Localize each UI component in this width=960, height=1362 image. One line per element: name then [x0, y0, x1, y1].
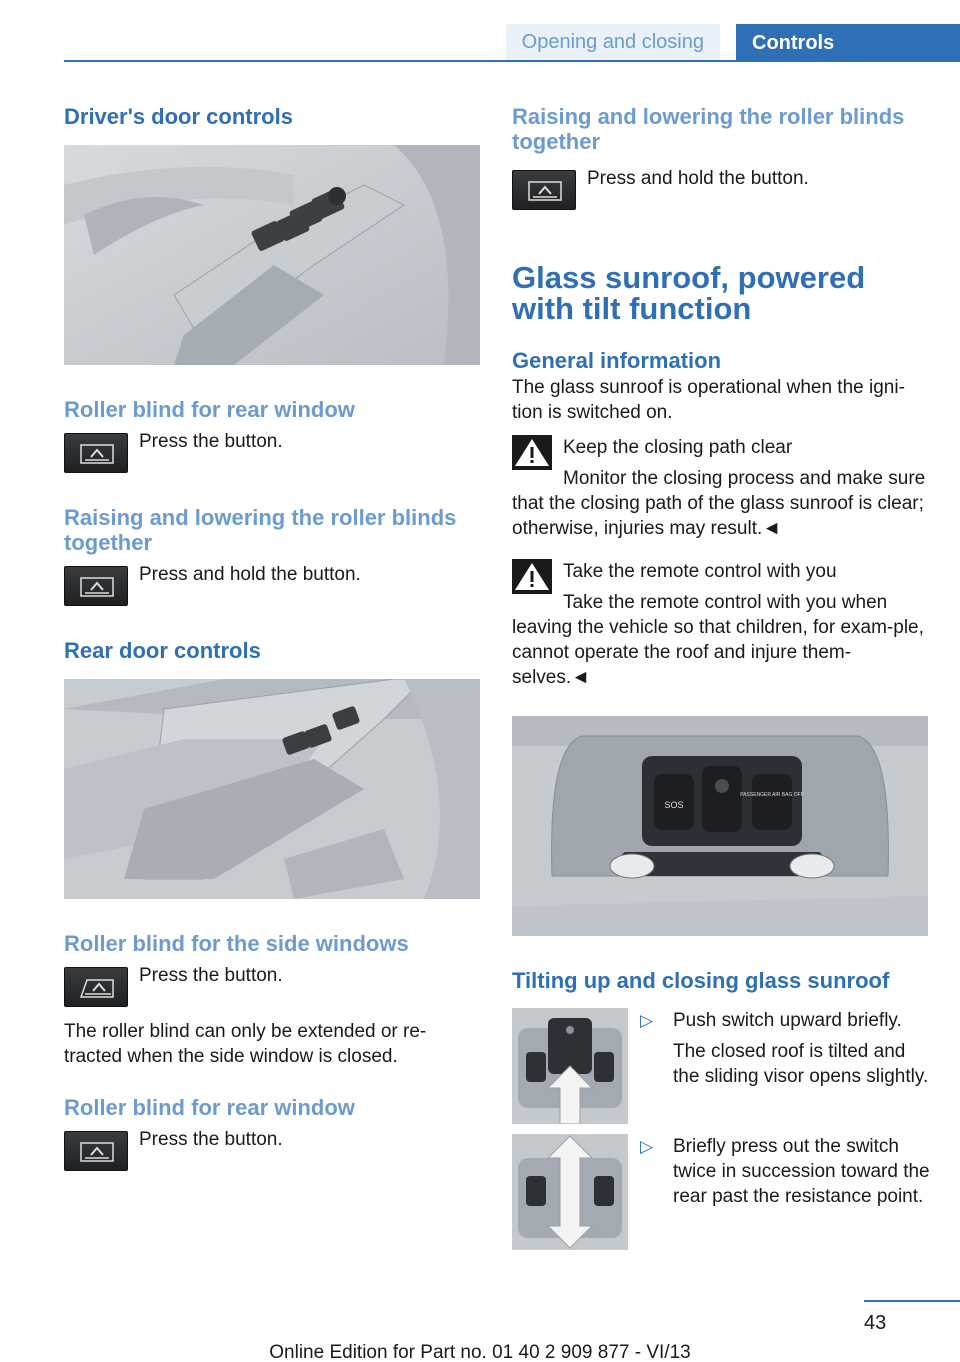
chapter-tab: Controls [736, 24, 960, 62]
warning-remote-control [512, 559, 928, 690]
roller-blind-side-button-icon [64, 967, 128, 1007]
bullet-icon: ▷ [640, 1137, 654, 1156]
warning-title-closing-path: Keep the closing path clear [563, 437, 793, 458]
heading-raise-lower-blinds-right: Raising and lowering the roller blinds together [512, 104, 905, 154]
step-close [512, 1134, 928, 1250]
airbag-off-label: PASSENGER AIR BAG OFF [740, 792, 804, 798]
raise-lower-row [64, 566, 480, 608]
roller-rear-row-2 [64, 1131, 480, 1173]
roller-side-row [64, 967, 480, 1009]
instruction-press-hold: Press and hold the button. [139, 564, 361, 585]
roller-blind-both-button-icon [64, 566, 128, 606]
roller-blind-rear-button-icon [64, 433, 128, 473]
instruction-press-rear-2: Press the button. [139, 1129, 283, 1150]
heading-glass-sunroof: Glass sunroof, powered with tilt function [512, 260, 866, 326]
heading-tilting-closing-sunroof: Tilting up and closing glass sunroof [512, 968, 890, 993]
overhead-console-photo [512, 716, 928, 936]
step-tilt-up-result: The closed roof is tilted and the sliding visor opens slightly. [673, 1041, 929, 1087]
right-column [512, 100, 928, 1250]
heading-roller-blind-rear-window-2: Roller blind for rear window [64, 1095, 355, 1120]
section-tab: Opening and closing [506, 24, 720, 60]
heading-general-information: General information [512, 348, 722, 373]
roller-blind-both-button-icon-right [512, 170, 576, 210]
heading-roller-blind-rear-window: Roller blind for rear window [64, 397, 355, 422]
warning-triangle-icon [512, 435, 552, 470]
instruction-press-hold-right: Press and hold the button. [587, 168, 809, 189]
sos-label: SOS [664, 800, 684, 810]
header-rule [64, 60, 960, 62]
instruction-press-side: Press the button. [139, 965, 283, 986]
page-number: 43 [864, 1312, 887, 1334]
bullet-icon: ▷ [640, 1011, 654, 1030]
step-tilt-up [512, 1008, 928, 1124]
close-image [512, 1134, 628, 1250]
left-column [64, 100, 480, 1173]
warning-closing-path [512, 435, 928, 541]
step-tilt-up-action: Push switch upward briefly. [673, 1010, 902, 1031]
warning-title-remote-control: Take the remote control with you [563, 561, 837, 582]
heading-roller-blind-side-windows: Roller blind for the side windows [64, 931, 409, 956]
roller-rear-row [64, 433, 480, 475]
rear-door-photo [64, 679, 480, 899]
drivers-door-photo [64, 145, 480, 365]
general-information-text: The glass sunroof is operational when the igni-tion is switched on. [512, 377, 905, 423]
step-tilt-up-text [673, 1008, 933, 1089]
warning-body-closing-path: Monitor the closing process and make sure that the closing path of the glass sunroof is clear; otherwise, injuries may result.◄ [512, 468, 926, 539]
page-header [0, 24, 960, 62]
footer-rule [864, 1300, 960, 1302]
warning-triangle-icon [512, 559, 552, 594]
raise-lower-row-right [512, 170, 928, 212]
edition-note: Online Edition for Part no. 01 40 2 909 877 - VI/13 [269, 1342, 691, 1362]
heading-raise-lower-blinds: Raising and lowering the roller blinds together [64, 505, 457, 555]
instruction-press: Press the button. [139, 431, 283, 452]
step-close-text: Briefly press out the switch twice in succession toward the rear past the resistance point. [673, 1136, 930, 1207]
side-blind-note: The roller blind can only be extended or re-tracted when the side window is closed. [64, 1021, 427, 1067]
tilt-up-image [512, 1008, 628, 1124]
heading-drivers-door-controls: Driver's door controls [64, 104, 293, 129]
heading-rear-door-controls: Rear door controls [64, 638, 261, 663]
warning-body-remote-control: Take the remote control with you when leaving the vehicle so that children, for exam-ple, cannot operate the roof and injure them-selves.◄ [512, 592, 924, 688]
roller-blind-rear-button-icon-2 [64, 1131, 128, 1171]
